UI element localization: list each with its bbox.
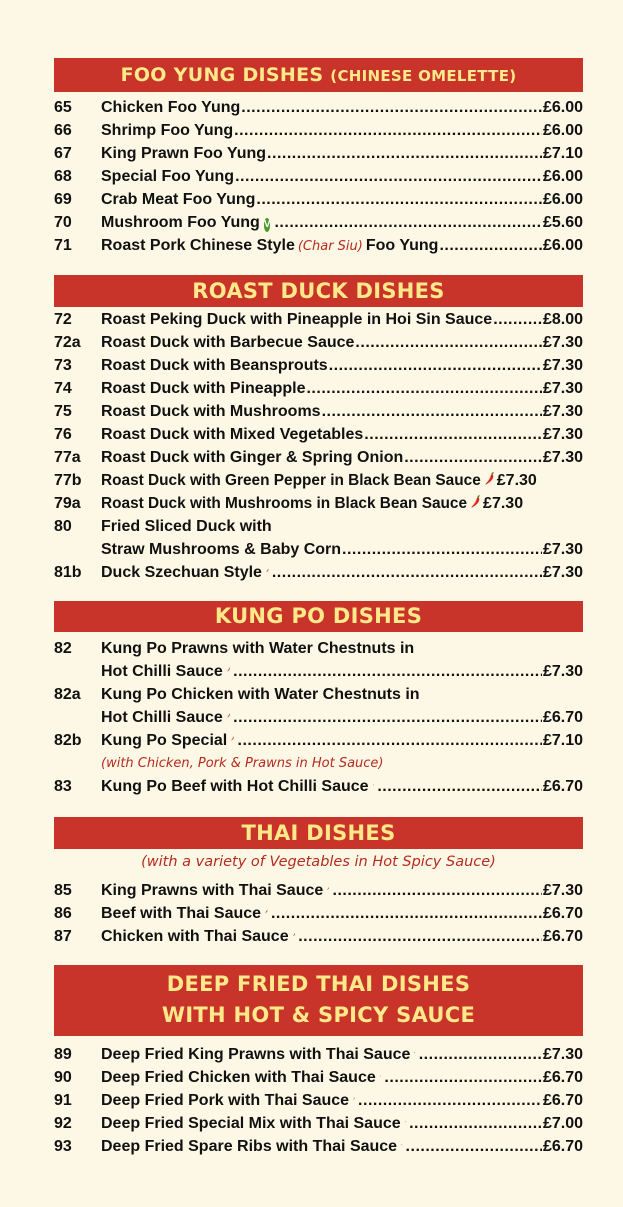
item-name: Chicken with Thai Sauce	[101, 928, 289, 945]
dot-leader	[329, 354, 542, 377]
item-name: Roast Peking Duck with Pineapple in Hoi Sin Sauce	[101, 311, 493, 328]
menu-item	[54, 331, 583, 354]
section-title: FOO YUNG DISHES	[120, 64, 324, 86]
item-name: Mushroom Foo Yung	[101, 214, 260, 231]
item-description: (Char Siu)	[297, 239, 363, 254]
item-name: Roast Duck with Mixed Vegetables	[101, 426, 364, 443]
chili-icon	[231, 732, 234, 745]
item-number: 68	[54, 168, 72, 185]
item-price: £5.60	[542, 214, 583, 231]
item-number: 83	[54, 778, 72, 795]
dot-leader	[306, 377, 541, 400]
dot-leader	[342, 538, 542, 561]
menu-item	[54, 729, 583, 752]
vegetarian-icon: V	[263, 219, 271, 230]
item-number: 70	[54, 214, 72, 231]
menu-item	[54, 1043, 583, 1066]
section-banner	[54, 275, 583, 307]
item-name-continued: Straw Mushrooms & Baby Corn	[101, 541, 342, 558]
chili-icon	[353, 1092, 355, 1105]
section-kung-po	[54, 601, 583, 798]
chili-icon	[327, 882, 329, 895]
item-number: 77a	[54, 449, 81, 466]
item-name: Duck Szechuan Style	[101, 564, 262, 581]
section-banner	[54, 817, 583, 849]
item-name: Kung Po Special	[101, 732, 228, 749]
menu-item	[54, 902, 583, 925]
item-number: 87	[54, 928, 72, 945]
dot-leader	[235, 165, 542, 188]
item-price: £7.30	[542, 1046, 583, 1063]
menu-item	[54, 308, 583, 331]
item-price: £6.70	[542, 778, 583, 795]
dot-leader	[364, 423, 542, 446]
dot-leader	[234, 119, 542, 142]
dot-leader	[355, 331, 542, 354]
item-price: £7.30	[542, 334, 583, 351]
menu-item	[54, 400, 583, 423]
item-price: £7.30	[542, 357, 583, 374]
section-title: KUNG PO DISHES	[214, 604, 423, 628]
menu-item	[54, 1066, 583, 1089]
dot-leader	[404, 446, 542, 469]
item-price: £6.00	[542, 237, 583, 254]
item-number: 90	[54, 1069, 72, 1086]
chili-icon	[266, 564, 269, 577]
menu-item-continuation	[54, 538, 583, 561]
menu-item	[54, 165, 583, 188]
item-number: 81b	[54, 564, 82, 581]
item-number: 80	[54, 518, 72, 535]
item-name: Roast Duck with Pineapple	[101, 380, 306, 397]
item-name: Roast Pork Chinese Style	[101, 237, 295, 254]
item-number: 74	[54, 380, 72, 397]
item-number: 76	[54, 426, 72, 443]
menu-item-continuation	[54, 660, 583, 683]
item-price: £6.00	[542, 99, 583, 116]
chili-icon	[227, 663, 230, 676]
section-banner	[54, 965, 583, 1036]
chili-icon	[227, 709, 230, 722]
item-name: Shrimp Foo Yung	[101, 122, 234, 139]
item-price: £7.30	[542, 663, 583, 680]
section-roast-duck	[54, 275, 583, 584]
item-number: 86	[54, 905, 72, 922]
item-number: 82	[54, 640, 72, 657]
item-name: Crab Meat Foo Yung	[101, 191, 256, 208]
item-number: 92	[54, 1115, 72, 1132]
item-name: Chicken Foo Yung	[101, 99, 241, 116]
menu-item	[54, 925, 583, 948]
item-price: £7.30	[496, 472, 537, 489]
chili-icon	[414, 1046, 415, 1059]
section-deep-fried-thai	[54, 965, 583, 1158]
dot-leader	[267, 142, 542, 165]
dot-leader	[233, 706, 542, 729]
item-price: £7.30	[542, 541, 583, 558]
chili-icon	[405, 1115, 406, 1128]
item-number: 82a	[54, 686, 81, 703]
item-name: Deep Fried Special Mix with Thai Sauce	[101, 1115, 401, 1132]
menu-item	[54, 492, 583, 515]
item-price: £7.00	[542, 1115, 583, 1132]
item-name: Roast Duck with Mushrooms in Black Bean Sauce	[101, 495, 468, 512]
item-name: Kung Po Prawns with Water Chestnuts in	[101, 640, 415, 657]
item-name: Deep Fried Pork with Thai Sauce	[101, 1092, 350, 1109]
menu-item	[54, 96, 583, 119]
dot-leader	[238, 729, 542, 752]
item-number: 71	[54, 237, 72, 254]
dot-leader	[439, 234, 542, 257]
section-subtitle: (CHINESE OMELETTE)	[330, 67, 517, 85]
menu-item	[54, 775, 583, 798]
item-number: 77b	[54, 472, 82, 489]
item-price: £7.30	[542, 380, 583, 397]
item-number: 72	[54, 311, 72, 328]
item-price: £7.10	[542, 145, 583, 162]
dot-leader	[358, 1089, 542, 1112]
menu-item	[54, 683, 583, 706]
menu-item	[54, 354, 583, 377]
item-name: Roast Duck with Mushrooms	[101, 403, 321, 420]
dot-leader	[256, 188, 542, 211]
menu-item	[54, 423, 583, 446]
menu-item	[54, 561, 583, 584]
dot-leader	[241, 96, 542, 119]
chili-icon	[293, 928, 296, 941]
dot-leader	[377, 775, 542, 798]
item-number: 93	[54, 1138, 72, 1155]
item-name-continued: Hot Chilli Sauce	[101, 663, 223, 680]
item-note: (with Chicken, Pork & Prawns in Hot Sauce)	[101, 756, 384, 771]
item-name: Roast Duck with Ginger & Spring Onion	[101, 449, 404, 466]
menu-item	[54, 1112, 583, 1135]
chili-icon	[265, 905, 268, 918]
section-title-line-2: WITH HOT & SPICY SAUCE	[161, 1003, 476, 1027]
menu-item	[54, 879, 583, 902]
item-price: £7.10	[542, 732, 583, 749]
section-banner	[54, 601, 583, 632]
dot-leader	[298, 925, 542, 948]
menu-item	[54, 188, 583, 211]
menu-item	[54, 211, 583, 234]
item-name: Roast Duck with Beansprouts	[101, 357, 328, 374]
section-thai	[54, 817, 583, 948]
section-foo-yung	[54, 58, 583, 257]
item-name: Beef with Thai Sauce	[101, 905, 262, 922]
item-number: 67	[54, 145, 72, 162]
menu-item	[54, 469, 583, 492]
item-number: 75	[54, 403, 72, 420]
item-number: 82b	[54, 732, 82, 749]
item-number: 89	[54, 1046, 72, 1063]
item-number: 65	[54, 99, 72, 116]
item-number: 72a	[54, 334, 81, 351]
item-name: Kung Po Beef with Hot Chilli Sauce	[101, 778, 369, 795]
chili-icon	[380, 1069, 382, 1082]
section-title: ROAST DUCK DISHES	[192, 279, 445, 303]
section-title-line-1: DEEP FRIED THAI DISHES	[166, 972, 471, 996]
menu-item	[54, 1135, 583, 1158]
item-price: £6.70	[542, 928, 583, 945]
chili-icon	[485, 472, 495, 485]
item-name: King Prawn Foo Yung	[101, 145, 267, 162]
section-title: THAI DISHES	[241, 821, 396, 845]
dot-leader	[493, 308, 542, 331]
item-name: King Prawns with Thai Sauce	[101, 882, 324, 899]
dot-leader	[271, 902, 542, 925]
dot-leader	[419, 1043, 542, 1066]
item-name: Deep Fried King Prawns with Thai Sauce	[101, 1046, 411, 1063]
dot-leader	[322, 400, 542, 423]
dot-leader	[233, 660, 542, 683]
chili-icon	[373, 778, 375, 791]
menu-item	[54, 637, 583, 660]
item-number: 73	[54, 357, 72, 374]
menu-item-continuation	[54, 706, 583, 729]
item-price: £6.70	[542, 1069, 583, 1086]
item-number: 69	[54, 191, 72, 208]
item-number: 79a	[54, 495, 81, 512]
item-price: £7.30	[542, 882, 583, 899]
item-price: £7.30	[542, 564, 583, 581]
item-name-continued: Hot Chilli Sauce	[101, 709, 223, 726]
dot-leader	[272, 561, 542, 584]
chili-icon	[401, 1138, 402, 1151]
item-name: Fried Sliced Duck with	[101, 518, 272, 535]
item-number: 66	[54, 122, 72, 139]
item-number: 91	[54, 1092, 72, 1109]
dot-leader	[406, 1135, 542, 1158]
item-name: Roast Duck with Barbecue Sauce	[101, 334, 355, 351]
menu-item	[54, 1089, 583, 1112]
item-name: Roast Duck with Green Pepper in Black Bean Sauce	[101, 472, 481, 489]
menu-item	[54, 119, 583, 142]
chili-icon	[471, 495, 481, 508]
item-name-suffix: Foo Yung	[365, 237, 439, 254]
item-name: Deep Fried Chicken with Thai Sauce	[101, 1069, 376, 1086]
item-name: Kung Po Chicken with Water Chestnuts in	[101, 686, 420, 703]
dot-leader	[274, 211, 541, 234]
menu-item	[54, 515, 583, 538]
menu-item	[54, 377, 583, 400]
dot-leader	[409, 1112, 542, 1135]
item-price: £6.70	[542, 1138, 583, 1155]
menu-item	[54, 446, 583, 469]
menu-item	[54, 142, 583, 165]
item-price: £6.00	[542, 168, 583, 185]
section-note: (with a variety of Vegetables in Hot Spicy Sauce)	[141, 854, 496, 870]
item-price: £7.30	[542, 449, 583, 466]
dot-leader	[333, 879, 542, 902]
item-name: Special Foo Yung	[101, 168, 235, 185]
item-price: £7.30	[542, 403, 583, 420]
item-price: £8.00	[542, 311, 583, 328]
item-price: £7.30	[483, 495, 524, 512]
dot-leader	[384, 1066, 542, 1089]
item-name: Deep Fried Spare Ribs with Thai Sauce	[101, 1138, 398, 1155]
section-banner	[54, 58, 583, 92]
item-price: £6.00	[542, 191, 583, 208]
item-price: £6.70	[542, 709, 583, 726]
item-price: £6.70	[542, 1092, 583, 1109]
item-number: 85	[54, 882, 72, 899]
item-price: £7.30	[542, 426, 583, 443]
menu-item	[54, 234, 583, 257]
item-price: £6.70	[542, 905, 583, 922]
item-price: £6.00	[542, 122, 583, 139]
